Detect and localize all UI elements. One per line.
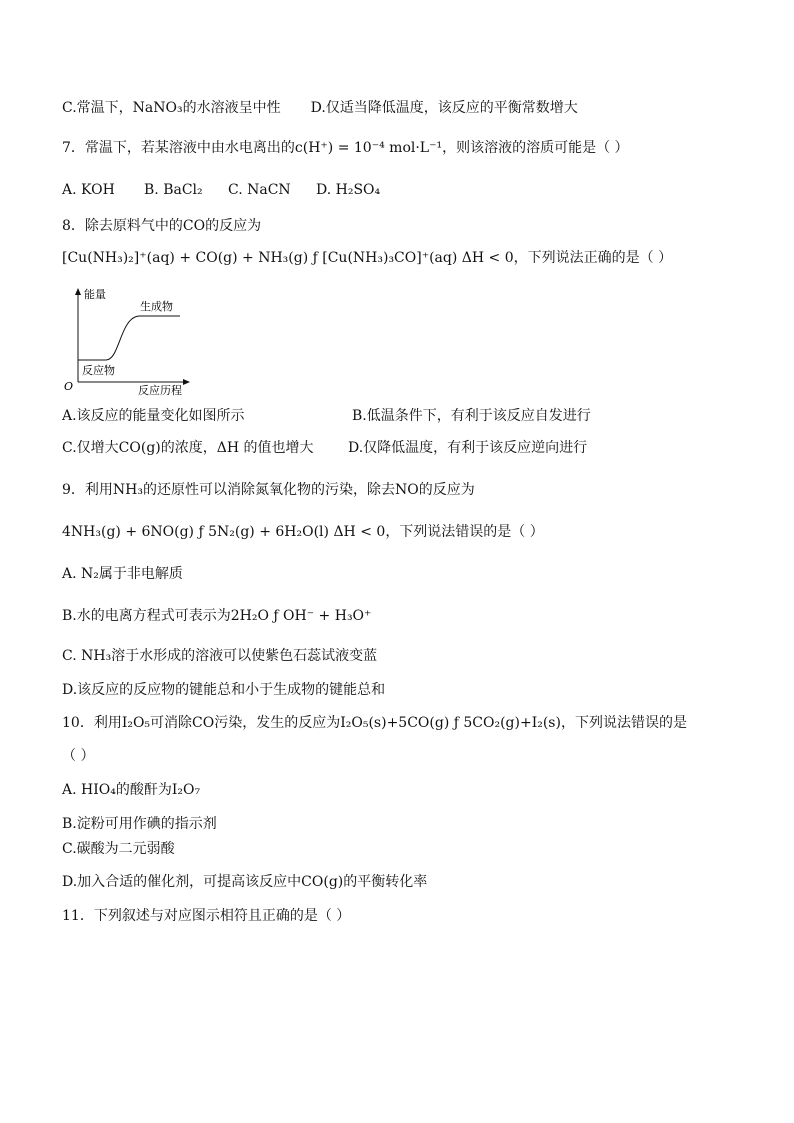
q7-option-c: C. NaCN bbox=[228, 182, 291, 198]
q9-equation: 4NH₃(g) + 6NO(g) ƒ 5N₂(g) + 6H₂O(l) ΔH < 0 bbox=[62, 524, 386, 540]
q10-stem: 10．利用I₂O₅可消除CO污染，发生的反应为I₂O₅(s)+5CO(g) ƒ 5CO₂(g)+I₂(s)，下列说法错误的是 bbox=[62, 715, 687, 731]
q11-stem: 11．下列叙述与对应图示相符且正确的是（ ） bbox=[62, 908, 351, 924]
reactant-label: 反应物 bbox=[82, 364, 115, 377]
energy-curve bbox=[78, 316, 180, 360]
q8-options-row-2 bbox=[62, 438, 587, 458]
q8-option-b: B.低温条件下，有利于该反应自发进行 bbox=[352, 408, 591, 424]
q9-option-b: B.水的电离方程式可表示为2H₂O ƒ OH⁻ + H₃O⁺ bbox=[62, 608, 372, 624]
q6-option-d: D.仅适当降低温度，该反应的平衡常数增大 bbox=[310, 100, 578, 116]
q7-stem bbox=[62, 138, 629, 158]
q6-option-c: C.常温下，NaNO₃的水溶液呈中性 bbox=[62, 100, 281, 116]
q8-stem: 8．除去原料气中的CO的反应为 bbox=[62, 218, 262, 234]
q8-stem-tail: ，下列说法正确的是（ ） bbox=[513, 250, 673, 266]
q9-stem: 9．利用NH₃的还原性可以消除氮氧化物的污染，除去NO的反应为 bbox=[62, 482, 475, 498]
q9-option-a: A. N₂属于非电解质 bbox=[62, 566, 183, 582]
q7-stem-text: 7．常温下，若某溶液中由水电离出的 bbox=[62, 140, 295, 156]
energy-profile-graph bbox=[62, 286, 202, 396]
q7-option-b: B. BaCl₂ bbox=[144, 182, 203, 198]
q8-option-c: C.仅增大CO(g)的浓度，ΔH 的值也增大 bbox=[62, 440, 314, 456]
q8-option-a: A.该反应的能量变化如图所示 bbox=[62, 408, 245, 424]
q8-equation: [Cu(NH₃)₂]⁺(aq) + CO(g) + NH₃(g) ƒ [Cu(NH₃)₃CO]⁺(aq) ΔH < 0 bbox=[62, 250, 514, 266]
q10-option-b: B.淀粉可用作碘的指示剂 bbox=[62, 816, 217, 832]
product-label: 生成物 bbox=[140, 300, 173, 313]
q7-options-row bbox=[62, 180, 380, 200]
x-axis-arrow bbox=[183, 379, 190, 385]
q9-stem-tail: ，下列说法错误的是（ ） bbox=[385, 524, 544, 540]
q8-option-d: D.仅降低温度，有利于该反应逆向进行 bbox=[348, 440, 588, 456]
q8-equation-row bbox=[62, 248, 672, 268]
q6-options-row bbox=[62, 98, 578, 118]
x-axis-label: 反应历程 bbox=[138, 384, 182, 396]
q10-option-a: A. HIO₄的酸酐为I₂O₇ bbox=[62, 782, 201, 798]
q10-option-c: C.碳酸为二元弱酸 bbox=[62, 841, 175, 857]
q9-option-c: C. NH₃溶于水形成的溶液可以使紫色石蕊试液变蓝 bbox=[62, 648, 378, 664]
q7-option-d: D. H₂SO₄ bbox=[316, 182, 381, 198]
q7-expression: c(H⁺) = 10⁻⁴ mol·L⁻¹ bbox=[294, 140, 443, 156]
q7-option-a: A. KOH bbox=[62, 182, 115, 198]
y-axis-label: 能量 bbox=[84, 288, 106, 301]
q10-option-d: D.加入合适的催化剂，可提高该反应中CO(g)的平衡转化率 bbox=[62, 874, 428, 890]
q8-options-row-1 bbox=[62, 406, 591, 426]
q9-option-d: D.该反应的反应物的键能总和小于生成物的键能总和 bbox=[62, 682, 386, 698]
origin-label: O bbox=[64, 380, 74, 393]
q7-stem-tail: ，则该溶液的溶质可能是（ ） bbox=[442, 140, 629, 156]
y-axis-arrow bbox=[75, 288, 81, 295]
q9-equation-row bbox=[62, 522, 544, 542]
q10-answer-paren: （ ） bbox=[62, 748, 95, 764]
